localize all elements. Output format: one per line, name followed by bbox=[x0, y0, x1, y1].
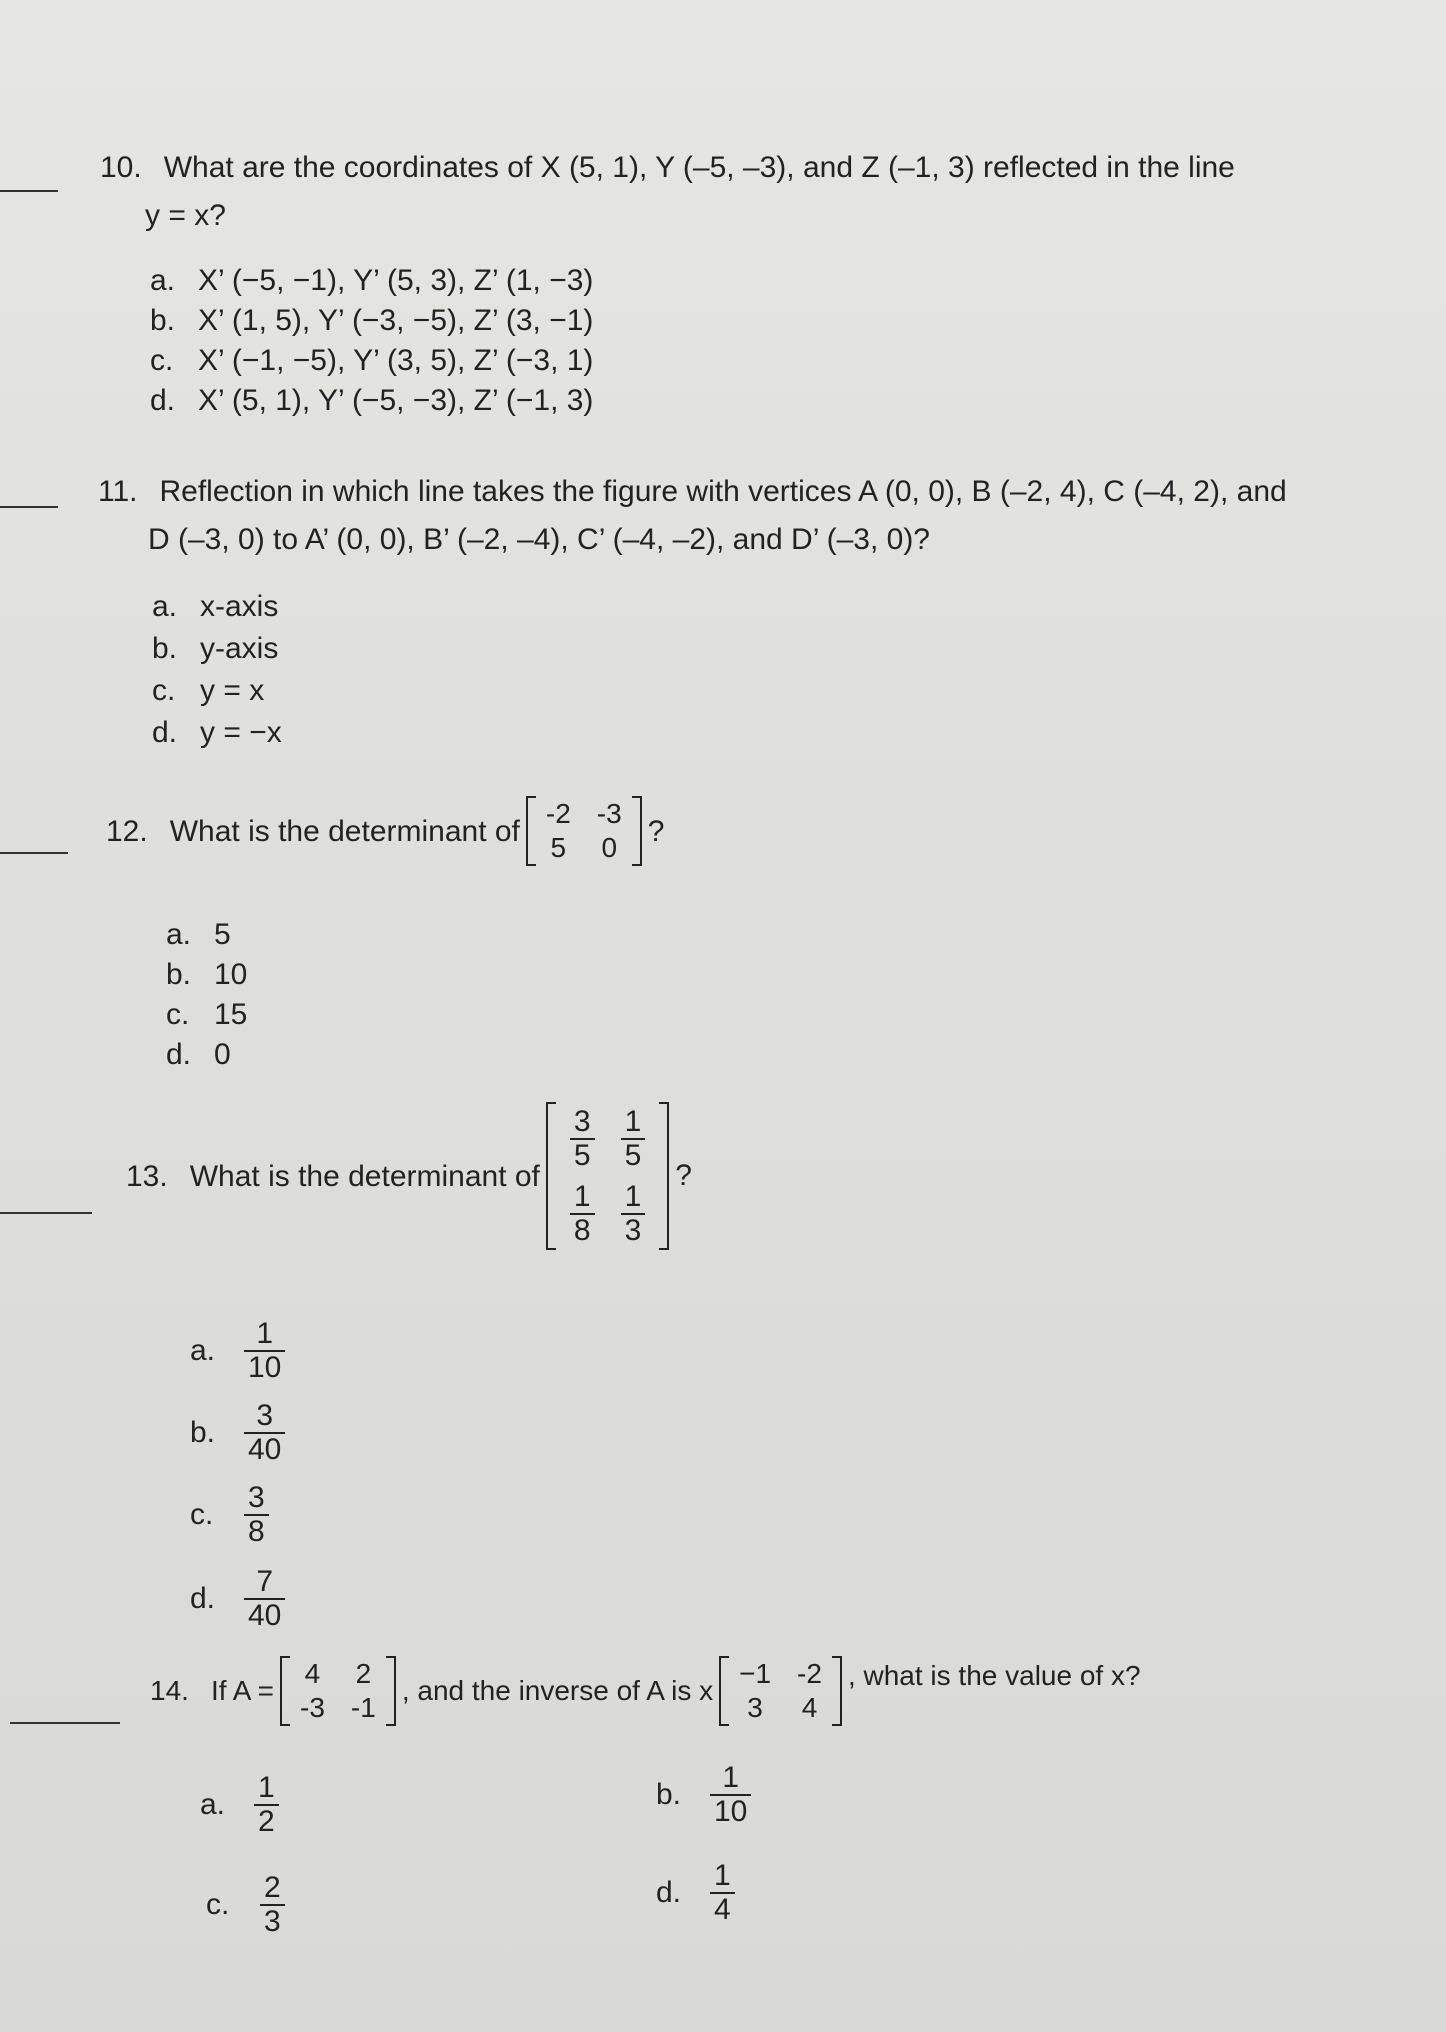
option-letter: d. bbox=[152, 716, 178, 749]
option-text: 5 bbox=[214, 918, 231, 951]
option-11d bbox=[152, 716, 282, 750]
option-11a bbox=[152, 590, 278, 624]
option-13b bbox=[190, 1400, 291, 1465]
matrix-fraction: $\frac{1}{8}$ bbox=[570, 1181, 595, 1246]
matrix-cell: −1 bbox=[739, 1658, 772, 1689]
matrix-fraction: $\frac{1}{5}$ bbox=[621, 1106, 646, 1171]
option-13d bbox=[190, 1566, 291, 1631]
option-letter: d. bbox=[190, 1581, 216, 1615]
question-text: What are the coordinates of X (5, 1), Y (–5, –3), and Z (–1, 3) reflected in the line bbox=[163, 151, 1235, 184]
fraction: $\frac{3}{8}$ bbox=[244, 1482, 269, 1547]
question-11 bbox=[98, 472, 1287, 511]
option-letter: b. bbox=[152, 632, 178, 665]
question-text: y = x? bbox=[145, 199, 226, 232]
question-12 bbox=[106, 796, 664, 866]
matrix-cell: 2 bbox=[355, 1658, 372, 1689]
fraction: $\frac{7}{40}$ bbox=[244, 1566, 285, 1631]
matrix-cell: -2 bbox=[797, 1658, 822, 1689]
option-14b bbox=[656, 1762, 757, 1827]
answer-blank-12[interactable] bbox=[0, 852, 68, 854]
option-12b bbox=[166, 958, 247, 992]
option-letter: b. bbox=[656, 1777, 682, 1811]
question-number: 11. bbox=[98, 475, 138, 508]
option-letter: a. bbox=[200, 1787, 226, 1821]
question-text: , and the inverse of A is x bbox=[401, 1674, 714, 1706]
option-13c bbox=[190, 1482, 275, 1547]
matrix-cell: 0 bbox=[601, 832, 618, 864]
option-text: X’ (1, 5), Y’ (−3, −5), Z’ (3, −1) bbox=[198, 304, 594, 337]
question-10 bbox=[100, 148, 1235, 187]
option-12c bbox=[166, 998, 247, 1032]
option-text: 15 bbox=[214, 998, 248, 1031]
matrix-cell: 4 bbox=[304, 1658, 321, 1689]
option-11c bbox=[152, 674, 264, 708]
option-letter: c. bbox=[206, 1887, 230, 1921]
fraction: $\frac{1}{10}$ bbox=[710, 1762, 751, 1827]
matrix-cell: -1 bbox=[350, 1692, 376, 1724]
option-text: X’ (−1, −5), Y’ (3, 5), Z’ (−3, 1) bbox=[198, 344, 594, 377]
matrix-bracket-left bbox=[546, 1102, 556, 1250]
option-letter: c. bbox=[190, 1497, 214, 1531]
matrix-cell: 3 bbox=[747, 1692, 763, 1724]
question-mark: ? bbox=[675, 1159, 692, 1192]
question-text: Reflection in which line takes the figure with vertices A (0, 0), B (–2, 4), C (–4, 2), and bbox=[159, 475, 1287, 508]
option-14d bbox=[656, 1860, 741, 1925]
question-14 bbox=[150, 1656, 1141, 1726]
matrix-bracket-left bbox=[719, 1656, 729, 1726]
fraction: $\frac{3}{40}$ bbox=[244, 1400, 285, 1465]
fraction: $\frac{1}{2}$ bbox=[254, 1772, 279, 1837]
option-text: 0 bbox=[214, 1038, 231, 1071]
option-letter: a. bbox=[152, 590, 178, 623]
matrix-cell: -3 bbox=[596, 798, 622, 829]
option-letter: a. bbox=[166, 918, 192, 951]
matrix-inverse bbox=[719, 1656, 842, 1726]
question-text: If A = bbox=[210, 1674, 274, 1706]
option-12a bbox=[166, 918, 231, 952]
option-11b bbox=[152, 632, 278, 666]
option-13a bbox=[190, 1318, 291, 1383]
question-mark: ? bbox=[647, 814, 665, 848]
matrix-cell: -2 bbox=[545, 798, 571, 829]
answer-blank-13[interactable] bbox=[0, 1212, 92, 1214]
matrix-bracket-right bbox=[659, 1102, 669, 1250]
matrix-bracket-left bbox=[280, 1656, 290, 1726]
option-10a bbox=[150, 264, 593, 298]
option-text: X’ (5, 1), Y’ (−5, −3), Z’ (−1, 3) bbox=[198, 384, 594, 417]
matrix bbox=[526, 796, 642, 866]
option-10c bbox=[150, 344, 593, 378]
question-text: What is the determinant of bbox=[189, 1159, 540, 1193]
option-letter: d. bbox=[656, 1875, 682, 1909]
option-text: y = −x bbox=[200, 716, 282, 749]
matrix bbox=[546, 1102, 669, 1250]
option-12d bbox=[166, 1038, 231, 1072]
option-14a bbox=[200, 1772, 285, 1837]
option-letter: c. bbox=[166, 998, 190, 1031]
fraction: $\frac{1}{4}$ bbox=[710, 1860, 735, 1925]
question-13 bbox=[126, 1102, 692, 1250]
question-text: What is the determinant of bbox=[169, 814, 520, 848]
matrix-cell: 4 bbox=[801, 1692, 818, 1724]
fraction: $\frac{2}{3}$ bbox=[260, 1872, 285, 1937]
fraction: $\frac{1}{10}$ bbox=[244, 1318, 285, 1383]
option-letter: d. bbox=[166, 1038, 192, 1071]
option-letter: b. bbox=[150, 304, 176, 337]
matrix-bracket-right bbox=[832, 1656, 842, 1726]
question-text: D (–3, 0) to A’ (0, 0), B’ (–2, –4), C’ (–4, –2), and D’ (–3, 0)? bbox=[148, 523, 930, 556]
question-number: 12. bbox=[106, 814, 148, 848]
matrix-fraction: $\frac{1}{3}$ bbox=[621, 1181, 646, 1246]
answer-blank-14[interactable] bbox=[10, 1722, 120, 1724]
question-number: 14. bbox=[150, 1674, 189, 1706]
question-number: 10. bbox=[100, 151, 142, 184]
matrix-bracket-left bbox=[526, 796, 536, 866]
option-10b bbox=[150, 304, 593, 338]
option-14c bbox=[206, 1872, 291, 1937]
question-10-continuation bbox=[145, 196, 226, 235]
matrix-bracket-right bbox=[632, 796, 642, 866]
option-letter: a. bbox=[190, 1333, 216, 1367]
option-10d bbox=[150, 384, 593, 418]
matrix-cell: 5 bbox=[550, 832, 567, 864]
answer-blank-11[interactable] bbox=[0, 506, 58, 508]
matrix-cell: -3 bbox=[300, 1692, 325, 1724]
option-text: X’ (−5, −1), Y’ (5, 3), Z’ (1, −3) bbox=[198, 264, 594, 297]
answer-blank-10[interactable] bbox=[0, 190, 58, 192]
option-letter: b. bbox=[190, 1415, 216, 1449]
option-text: 10 bbox=[214, 958, 248, 991]
option-letter: c. bbox=[150, 344, 174, 377]
option-text: y = x bbox=[200, 674, 265, 707]
matrix-bracket-right bbox=[386, 1656, 396, 1726]
question-number: 13. bbox=[126, 1159, 168, 1193]
option-letter: d. bbox=[150, 384, 176, 417]
matrix-a bbox=[280, 1656, 396, 1726]
option-text: x-axis bbox=[200, 590, 279, 623]
option-letter: b. bbox=[166, 958, 192, 991]
option-letter: a. bbox=[150, 264, 176, 297]
option-letter: c. bbox=[152, 674, 176, 707]
question-text: , what is the value of x? bbox=[847, 1660, 1141, 1691]
question-11-continuation bbox=[148, 520, 930, 559]
matrix-fraction: $\frac{3}{5}$ bbox=[570, 1106, 595, 1171]
option-text: y-axis bbox=[200, 632, 279, 665]
